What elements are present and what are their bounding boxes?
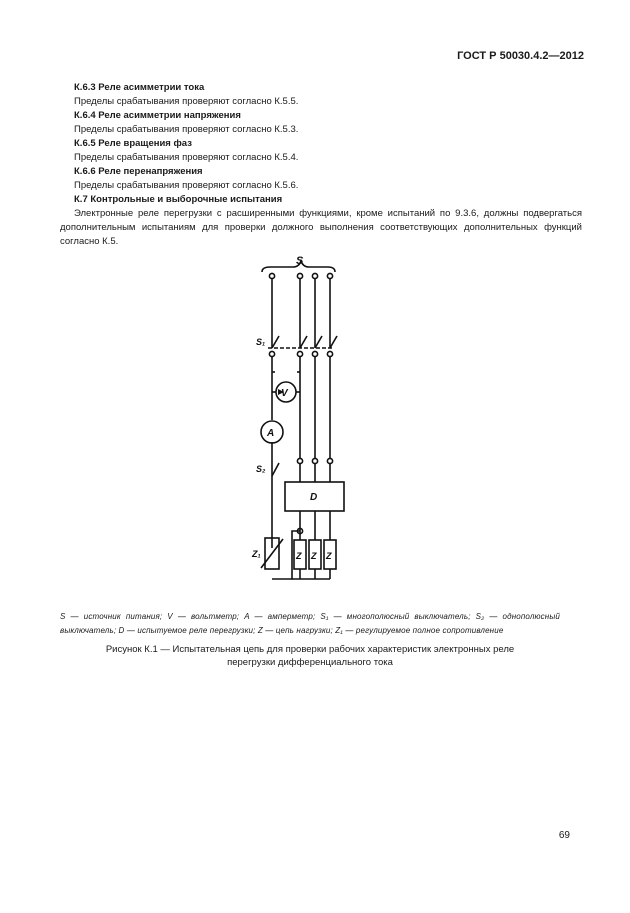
s1-blade xyxy=(330,336,337,348)
section-text: Пределы срабатывания проверяют согласно К.5.3. xyxy=(74,124,299,135)
section-text: Пределы срабатывания проверяют согласно К.5.5. xyxy=(74,96,299,107)
terminal xyxy=(312,273,317,278)
label-z: Z xyxy=(311,551,317,561)
page-number: 69 xyxy=(558,830,570,841)
section-text: Пределы срабатывания проверяют согласно К.5.4. xyxy=(74,152,299,163)
label-z: Z xyxy=(296,551,302,561)
terminal xyxy=(327,273,332,278)
terminal xyxy=(269,273,274,278)
section-heading: К.6.6 Реле перенапряжения xyxy=(74,166,203,177)
label-z1: Z₁ xyxy=(252,549,261,559)
section-text-k7: Электронные реле перегрузки с расширенными функциями, кроме испытаний по 9.3.6, должны подвергаться дополнительным испытаниям для проверки должного выполнения соответствующих дополнительных функций согласно К.5. xyxy=(60,208,582,247)
s1-blade xyxy=(315,336,322,348)
label-d: D xyxy=(310,492,318,503)
label-v: V xyxy=(281,388,288,399)
figure-legend: S — источник питания; V — вольтметр; A — амперметр; S₁ — многополюсный выключатель; S₂ — однополюсный выключатель; D — испытуемое реле перегрузки; Z — цепь нагрузки; Z₁ — регулируемое полное сопротивление xyxy=(60,612,560,635)
label-z: Z xyxy=(326,551,332,561)
label-a: A xyxy=(267,428,275,439)
section-heading-k7: К.7 Контрольные и выборочные испытания xyxy=(74,194,283,205)
figure-caption: Рисунок К.1 — Испытательная цепь для проверки рабочих характеристик электронных реле перегрузки дифференциального тока xyxy=(105,644,515,668)
s1-blade xyxy=(272,336,279,348)
section-heading: К.6.4 Реле асимметрии напряжения xyxy=(74,110,241,121)
s1-blade xyxy=(300,336,307,348)
terminal xyxy=(297,273,302,278)
s2-blade xyxy=(272,463,279,476)
label-s2: S₂ xyxy=(256,464,266,474)
label-s: S xyxy=(296,255,304,267)
section-heading: К.6.3 Реле асимметрии тока xyxy=(74,82,205,93)
section-text: Пределы срабатывания проверяют согласно К.5.6. xyxy=(74,180,299,191)
document-header: ГОСТ Р 50030.4.2—2012 xyxy=(457,50,584,62)
section-heading: К.6.5 Реле вращения фаз xyxy=(74,138,192,149)
label-s1: S₁ xyxy=(256,337,266,347)
